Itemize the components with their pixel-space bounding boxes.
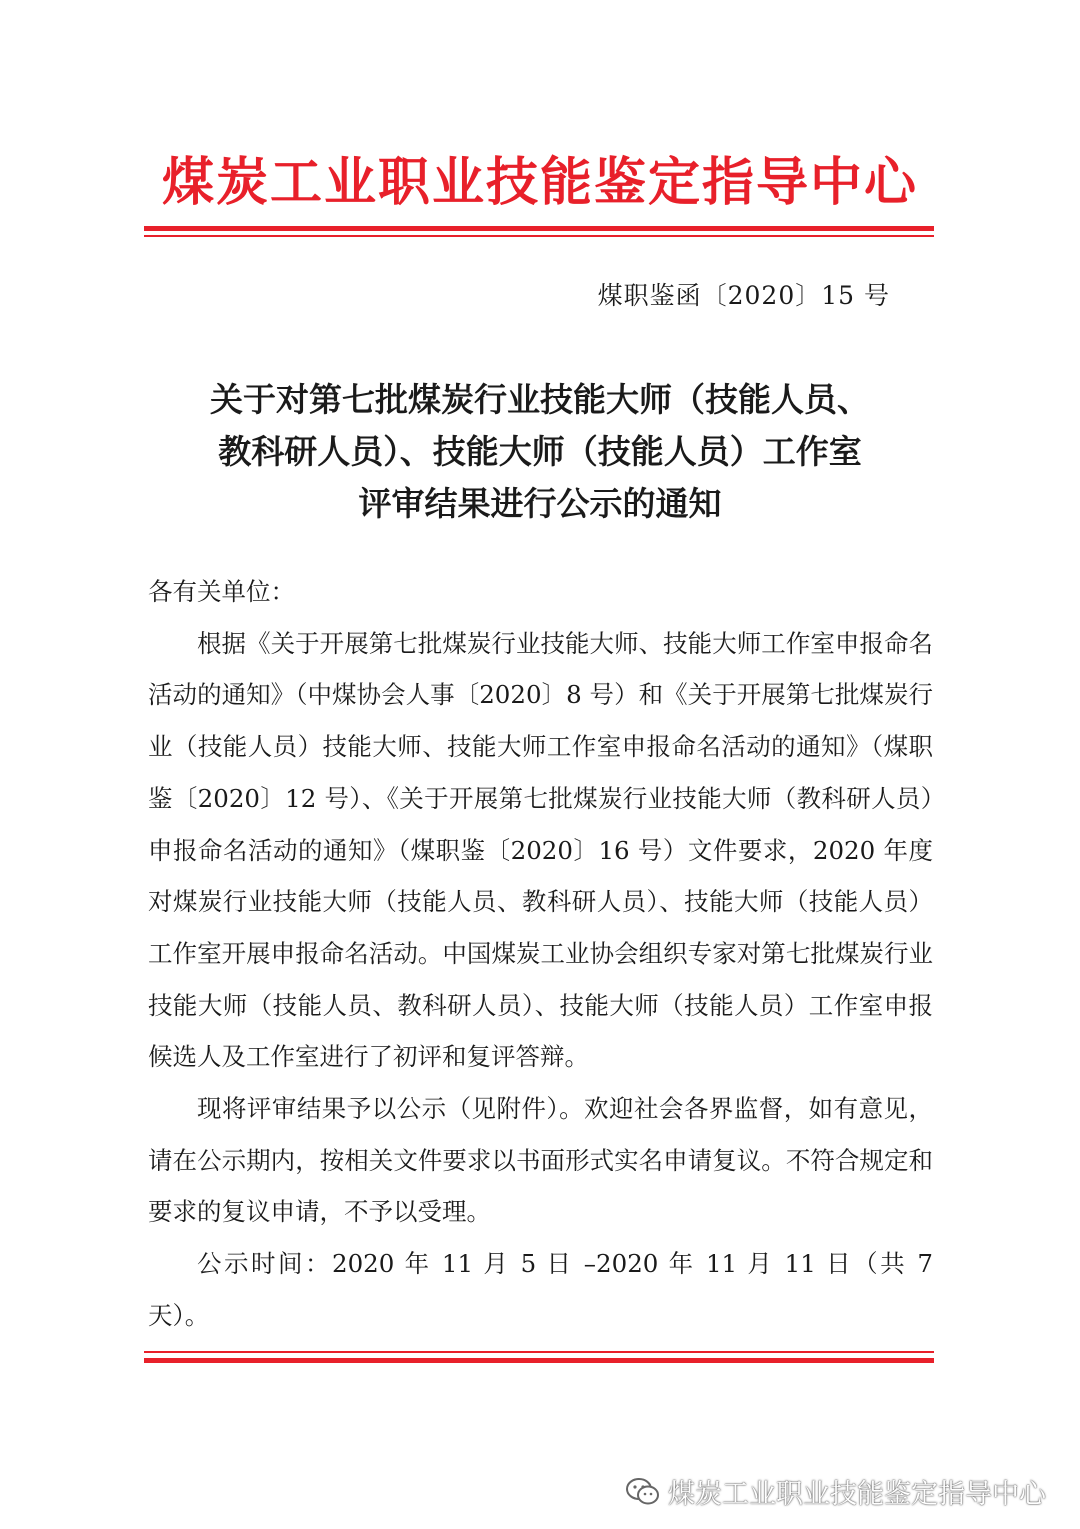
masthead-rule-thin [144,235,934,237]
body-paragraph: 现将评审结果予以公示（见附件）。欢迎社会各界监督，如有意见，请在公示期内，按相关文件要求以书面形式实名申请复议。不符合规定和要求的复议申请，不予以受理。 [148,1094,933,1227]
publicity-period: 公示时间：2020 年 11 月 5 日 –2020 年 11 月 11 日（共 7 天）。 [148,1249,933,1330]
title-line: 教科研人员）、技能大师（技能人员）工作室 [218,432,862,471]
wechat-icon [626,1477,660,1507]
document-title [150,374,930,530]
footer-rule-thick [144,1358,934,1363]
title-line: 评审结果进行公示的通知 [358,484,722,523]
document-body [148,566,933,1342]
body-paragraph: 根据《关于开展第七批煤炭行业技能大师、技能大师工作室申报命名活动的通知》（中煤协会人事〔2020〕8 号）和《关于开展第七批煤炭行业（技能人员）技能大师、技能大师工作室申报命名活动的通知》（煤职鉴〔2020〕12 号）、《关于开展第七批煤炭行业技能大师（教科研人员）申报命名活动的通知》（煤职鉴〔2020〕16 号）文件要求，2020 年度对煤炭行业技能大师（技能人员、教科研人员）、技能大师（技能人员）工作室开展申报命名活动。中国煤炭工业协会组织专家对第七批煤炭行业技能大师（技能人员、教科研人员）、技能大师（技能人员）工作室申报候选人及工作室进行了初评和复评答辩。 [148,628,933,1072]
masthead-title: 煤炭工业职业技能鉴定指导中心 [161,153,918,213]
watermark-text: 煤炭工业职业技能鉴定指导中心 [668,1479,1046,1510]
document-number: 煤职鉴函〔2020〕15 号 [597,281,890,310]
wechat-watermark [626,1472,1046,1511]
footer-rule-thin [144,1351,934,1353]
salutation: 各有关单位： [148,577,295,606]
masthead-rule-thick [144,226,934,231]
title-line: 关于对第七批煤炭行业技能大师（技能人员、 [210,380,870,419]
